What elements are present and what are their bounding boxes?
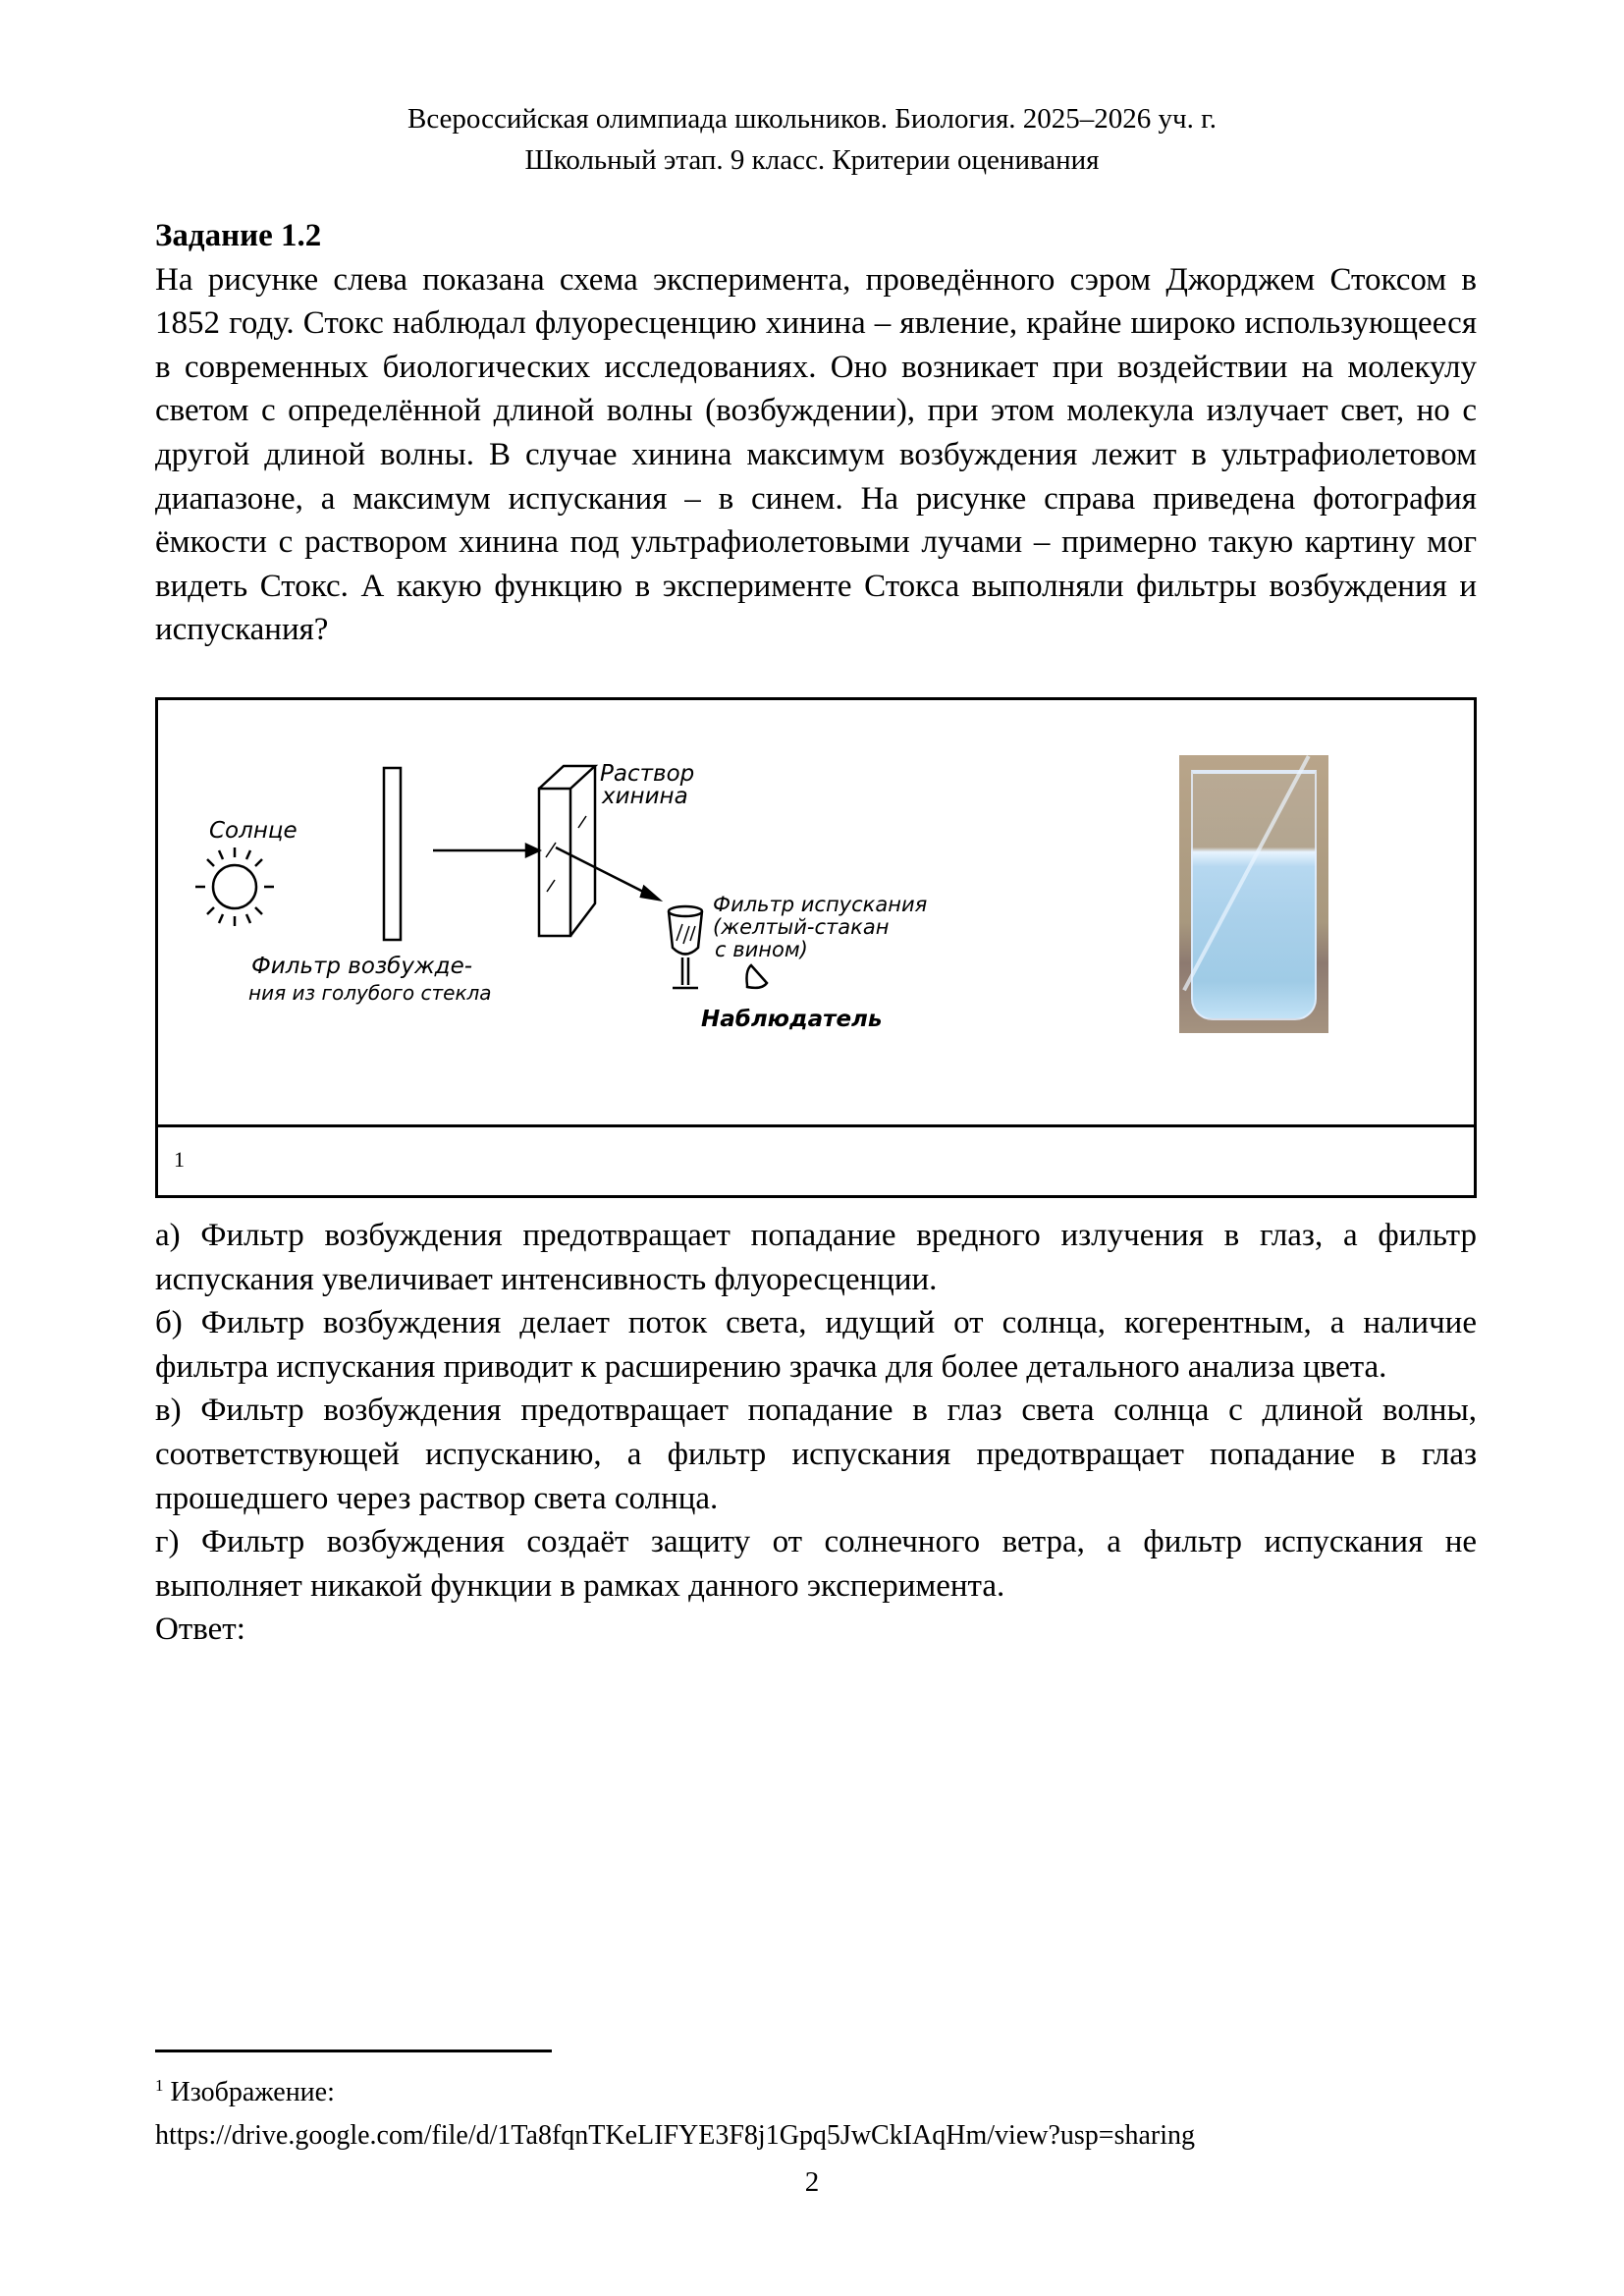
figure-footnote-marker: 1: [174, 1147, 185, 1172]
answer-option-v: в) Фильтр возбуждения предотвращает попадание в глаз света солнца с длиной волны, соответствующей испусканию, а фильтр испускания предотвращает попадание в глаз прошедшего через раствор света солнца.: [155, 1393, 1477, 1516]
sun-icon: [195, 847, 274, 926]
answer-option-g: г) Фильтр возбуждения создаёт защиту от солнечного ветра, а фильтр испускания не выполняет никакой функции в рамках данного эксперимента.: [155, 1524, 1477, 1604]
wine-glass-icon: [669, 906, 702, 988]
header-line-2: Школьный этап. 9 класс. Критерии оценивания: [524, 144, 1100, 176]
task-text: На рисунке слева показана схема эксперимента, проведённого сэром Джорджем Стоксом в 1852 году. Стокс наблюдал флуоресценцию хинина – явление, крайне широко использующееся в современных биологических исследованиях. Оно возникает при воздействии на молекулу светом с определённой длиной волны (возбуждении), при этом молекула излучает свет, но с другой длиной волны. В случае хинина максимум возбуждения лежит в ультрафиолетовом диапазоне, а максимум испускания – в синем. На рисунке справа приведена фотография ёмкости с раствором хинина под ультрафиолетовыми лучами – примерно такую картину мог видеть Стокс. А какую функцию в эксперименте Стокса выполняли фильтры возбуждения и испускания?: [155, 261, 1477, 648]
answer-label: Ответ:: [155, 1612, 245, 1648]
excitation-filter-label-1: Фильтр возбужде-: [251, 954, 473, 979]
task-section: [155, 214, 1477, 652]
answer-option-b: б) Фильтр возбуждения делает поток света, идущий от солнца, когерентным, а наличие фильтра испускания приводит к расширению зрачка для более детального анализа цвета.: [155, 1305, 1477, 1385]
sun-label: Солнце: [209, 818, 298, 844]
solution-label-1: Раствор: [600, 761, 695, 787]
solution-label-2: хинина: [602, 784, 688, 809]
beaker-icon: [1191, 770, 1317, 1020]
answer-options: [155, 1214, 1477, 1652]
observer-eye-icon: [747, 965, 768, 988]
emission-filter-label-3: с вином): [715, 938, 808, 961]
task-title: Задание 1.2: [155, 218, 322, 253]
emission-filter-label-2: (желтый-стакан: [713, 915, 890, 939]
cuvette-icon: [539, 766, 595, 936]
figure-box: [155, 697, 1477, 1198]
excitation-filter-label-2: ния из голубого стекла: [248, 981, 492, 1005]
excitation-filter-icon: [384, 768, 401, 940]
quinine-beaker-photo: [1179, 755, 1328, 1033]
answer-option-a: а) Фильтр возбуждения предотвращает попадание вредного излучения в глаз, а фильтр испускания увеличивает интенсивность флуоресценции.: [155, 1218, 1477, 1297]
emission-filter-label-1: Фильтр испускания: [713, 893, 928, 916]
footnote: [155, 2064, 1530, 2158]
light-arrow-icon: [433, 845, 539, 856]
figure-image-area: [158, 700, 1474, 1127]
observer-label: Наблюдатель: [701, 1007, 883, 1032]
footnote-label: Изображение:: [170, 2077, 335, 2107]
header-line-1: Всероссийская олимпиада школьников. Биология. 2025–2026 уч. г.: [406, 103, 1217, 135]
page-number: 2: [804, 2166, 820, 2198]
footnote-divider: [155, 2050, 552, 2052]
page-header: [0, 98, 1624, 181]
footnote-url[interactable]: https://drive.google.com/file/d/1Ta8fqnTKeLIFYE3F8j1Gpq5JwCkIAqHm/view?usp=sharing: [155, 2120, 1196, 2151]
experiment-diagram: [158, 700, 1179, 1122]
footnote-marker: 1: [155, 2076, 164, 2095]
